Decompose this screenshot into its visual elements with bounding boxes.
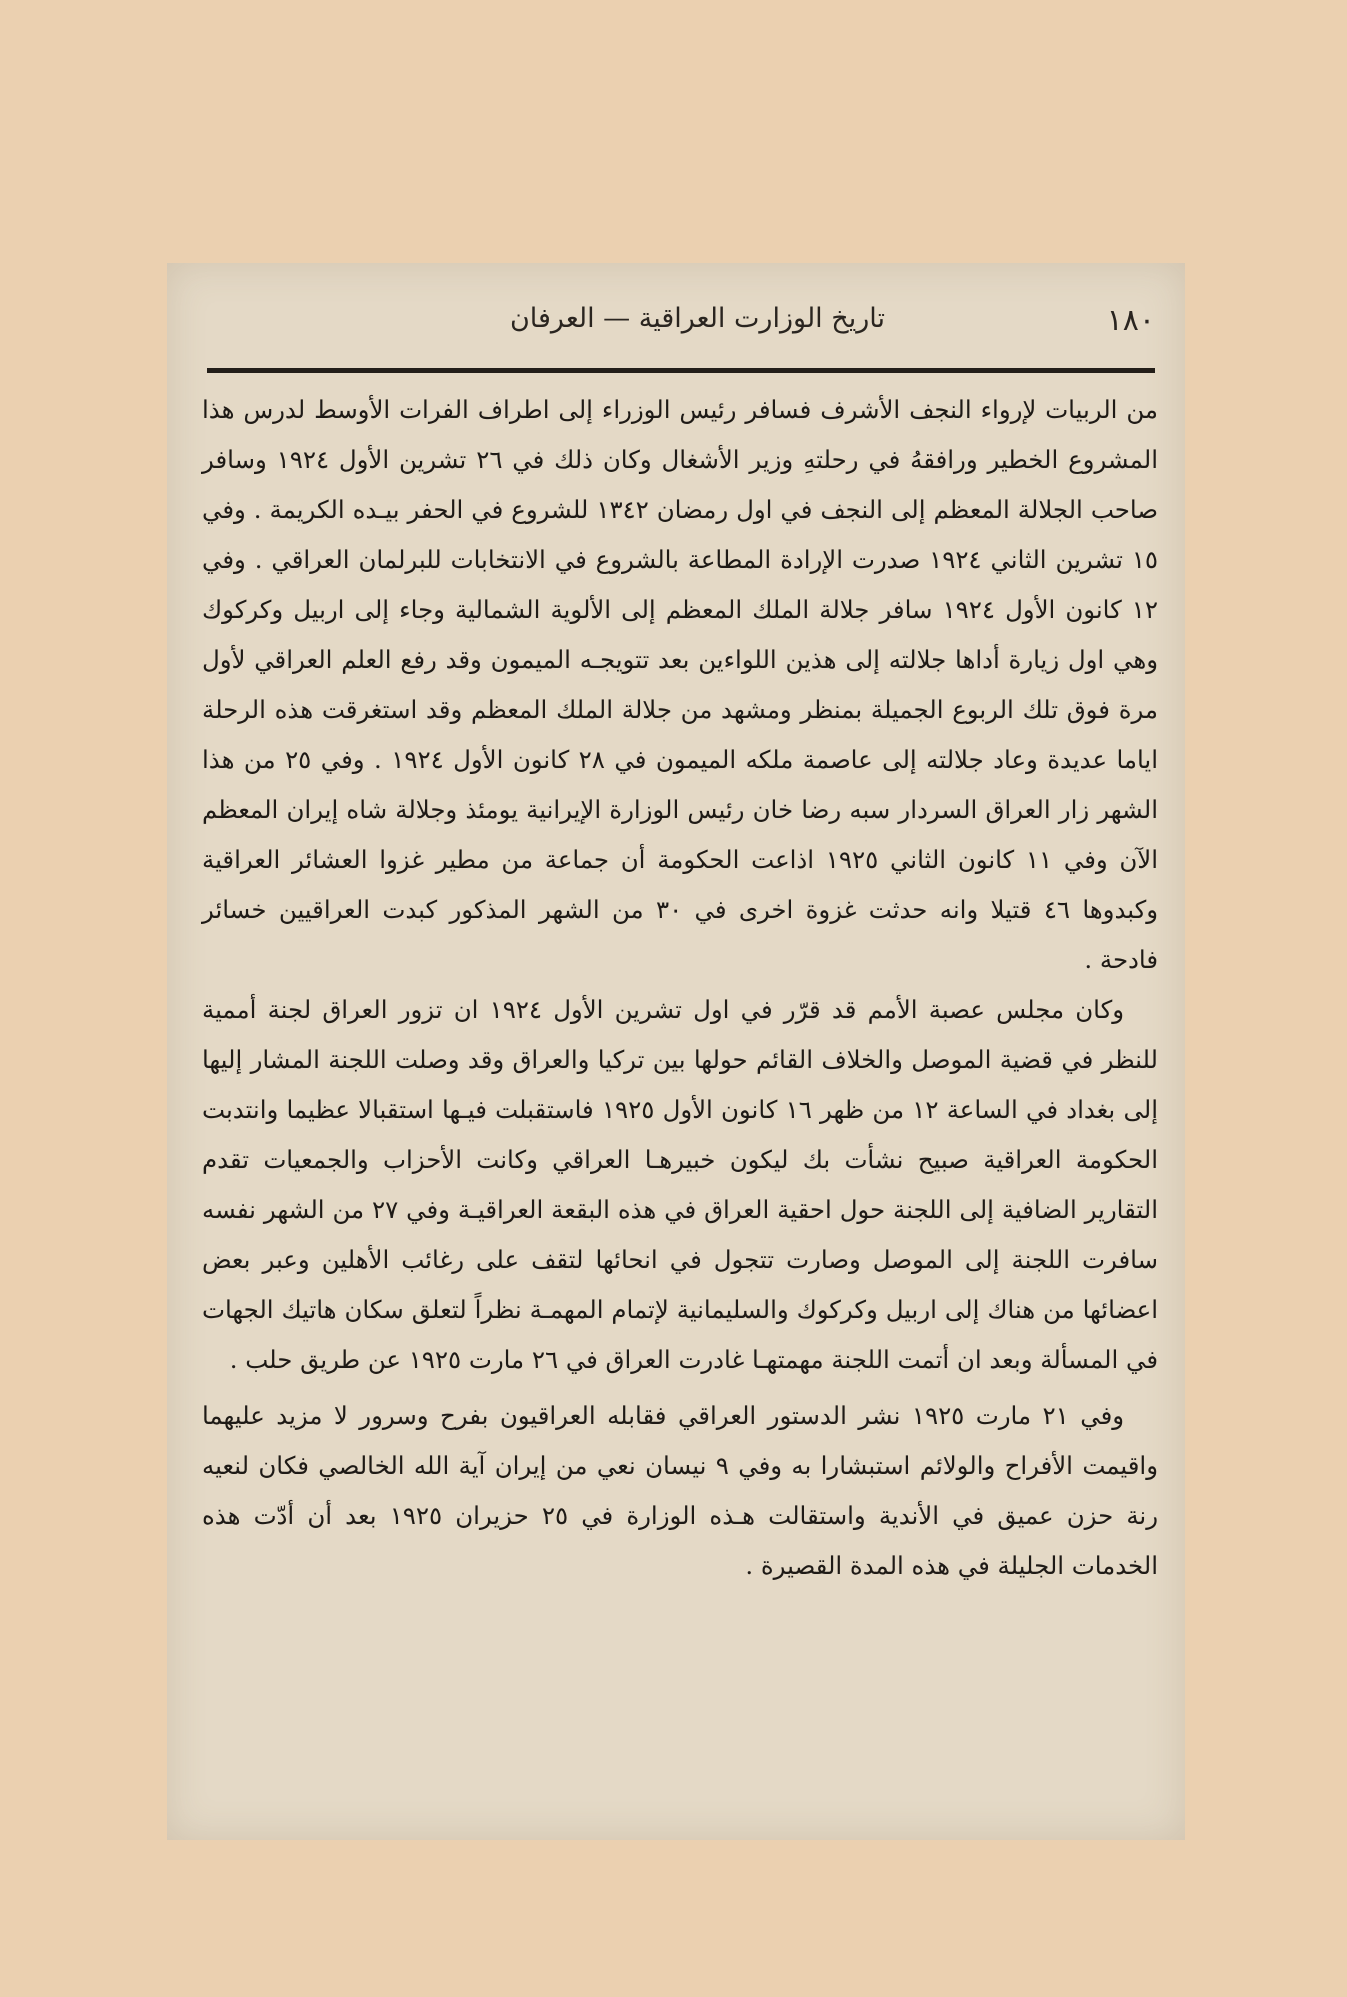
running-title: تاريخ الوزارت العراقية — العرفان (509, 303, 885, 334)
body-text (202, 385, 1158, 1591)
paragraph: وفي ٢١ مارت ١٩٢٥ نشر الدستور العراقي فقابله العراقيون بفرح وسرور لا مزيد عليهما واقيمت الأفراح والولائم استبشارا به وفي ٩ نيسان نعي من إيران آية الله الخالصي فكان لنعيه رنة حزن عميق في الأندية واستقالت هـذه الوزارة في ٢٥ حزيران ١٩٢٥ بعد أن أدّت هذه الخدمات الجليلة في هذه المدة القصيرة . (202, 1401, 1158, 1580)
header-rule (207, 368, 1155, 373)
paragraph: من الربيات لإرواء النجف الأشرف فسافر رئيس الوزراء إلى اطراف الفرات الأوسط لدرس هذا المشروع الخطير ورافقهُ في رحلتهِ وزير الأشغال وكان ذلك في ٢٦ تشرين الأول ١٩٢٤ وسافر صاحب الجلالة المعظم إلى النجف في اول رمضان ١٣٤٢ للشروع في الحفر بيـده الكريمة . وفي ١٥ تشرين الثاني ١٩٢٤ صدرت الإرادة المطاعة بالشروع في الانتخابات للبرلمان العراقي . وفي ١٢ كانون الأول ١٩٢٤ سافر جلالة الملك المعظم إلى الألوية الشمالية وجاء إلى اربيل وكركوك وهي اول زيارة أداها جلالته إلى هذين اللواءين بعد تتويجـه الميمون وقد رفع العلم العراقي لأول مرة فوق تلك الربوع الجميلة بمنظر ومشهد من جلالة الملك المعظم وقد استغرقت هذه الرحلة اياما عديدة وعاد جلالته إلى عاصمة ملكه الميمون في ٢٨ كانون الأول ١٩٢٤ . وفي ٢٥ من هذا الشهر زار العراق السردار سبه رضا خان رئيس الوزارة الإيرانية يومئذ وجلالة شاه إيران المعظم الآن وفي ١١ كانون الثاني ١٩٢٥ اذاعت الحكومة أن جماعة من مطير غزوا العشائر العراقية وكبدوها ٤٦ قتيلا وانه حدثت غزوة اخرى في ٣٠ من الشهر المذكور كبدت العراقيين خسائر فادحة . (202, 395, 1159, 974)
book-page (167, 263, 1185, 1840)
paragraph: وكان مجلس عصبة الأمم قد قرّر في اول تشرين الأول ١٩٢٤ ان تزور العراق لجنة أممية للنظر في قضية الموصل والخلاف القائم حولها بين تركيا والعراق وقد وصلت اللجنة المشار إليها إلى بغداد في الساعة ١٢ من ظهر ١٦ كانون الأول ١٩٢٥ فاستقبلت فيـها استقبالا عظيما وانتدبت الحكومة العراقية صبيح نشأت بك ليكون خبيرهـا العراقي وكانت الأحزاب والجمعيات تقدم التقارير الضافية إلى اللجنة حول احقية العراق في هذه البقعة العراقيـة وفي ٢٧ من الشهر نفسه سافرت اللجنة إلى الموصل وصارت تتجول في انحائها لتقف على رغائب الأهلين وعبر بعض اعضائها من هناك إلى اربيل وكركوك والسليمانية لإتمام المهمـة نظراً لتعلق سكان هاتيك الجهات في المسألة وبعد ان أتمت اللجنة مهمتهـا غادرت العراق في ٢٦ مارت ١٩٢٥ عن طريق حلب . (202, 995, 1158, 1374)
page-number: ١٨٠ (1106, 303, 1155, 338)
page-header (207, 301, 1155, 347)
